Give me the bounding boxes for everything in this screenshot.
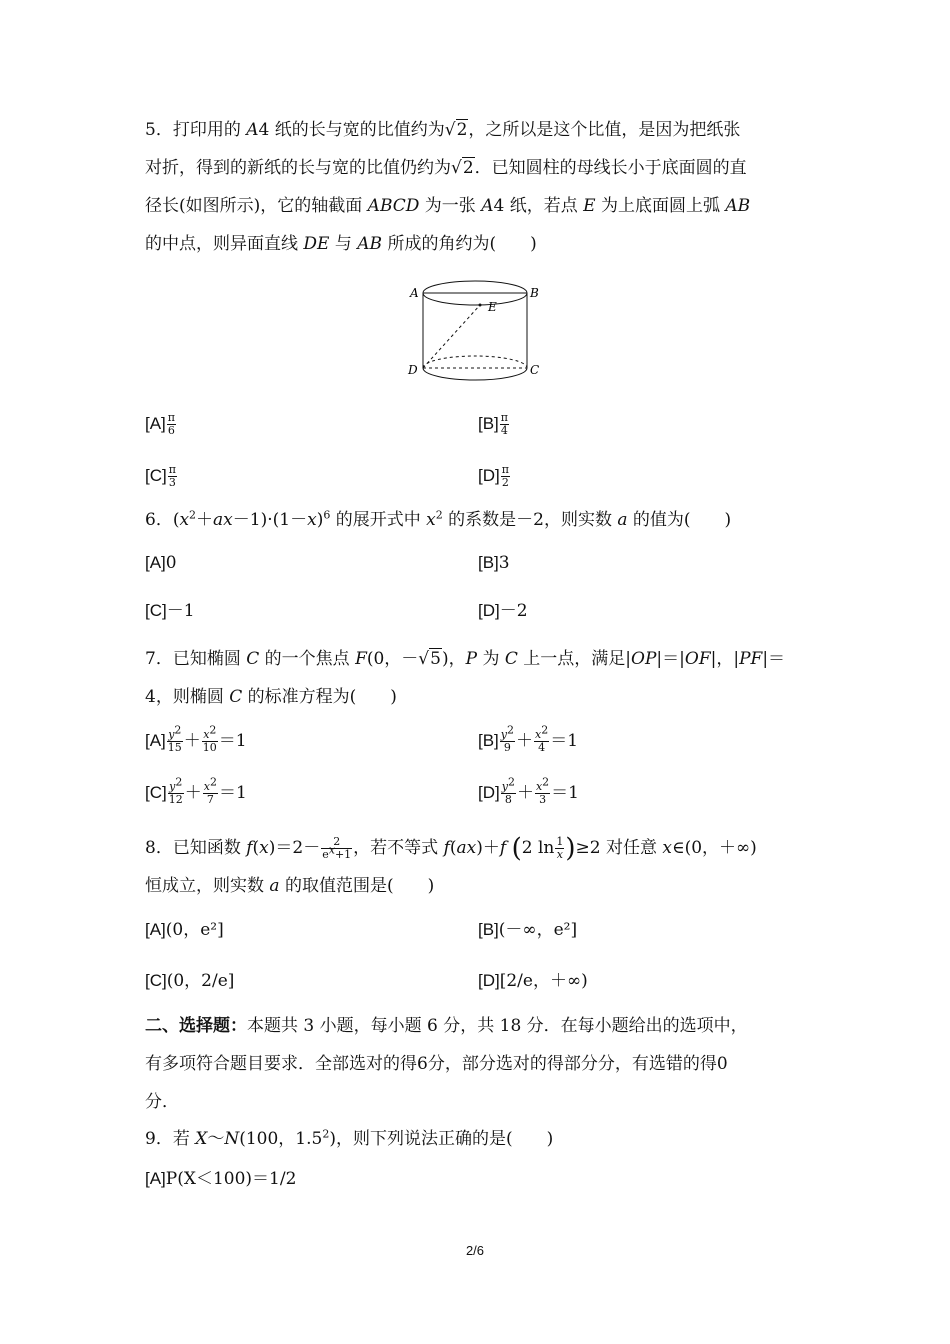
section2-line-2: 有多项符合题目要求．全部选对的得6分，部分选对的得部分分，有选错的得0 bbox=[145, 1054, 728, 1074]
q8-option-c[interactable]: [C](0，2/e] bbox=[145, 971, 235, 991]
q9-option-a[interactable]: [A]P(X＜100)＝1/2 bbox=[145, 1169, 297, 1189]
q5-line-2: 对折，得到的新纸的长与宽的比值仍约为√2．已知圆柱的母线长小于底面圆的直 bbox=[145, 158, 747, 178]
q7-option-d[interactable]: [D] $\frac{y^2}{8}$ ＋ $\frac{x^2}{3}$ ＝1 bbox=[478, 775, 579, 806]
cylinder-figure bbox=[400, 280, 550, 385]
q8-option-d[interactable]: [D][2/e，＋∞) bbox=[478, 971, 588, 991]
q7-option-c[interactable]: [C] $\frac{y^2}{12}$ ＋ $\frac{x^2}{7}$ ＝1 bbox=[145, 775, 247, 806]
q5-line-3: 径长(如图所示)，它的轴截面 ABCD 为一张 A4 纸，若点 E 为上底面圆上弧 AB bbox=[145, 196, 751, 216]
q6-stem: 6．$(x^2+ax-1)\cdot(1-x)^6$ 的展开式中 $x^2$ 的系数是－2，则实数 a 的值为( ) bbox=[145, 508, 732, 530]
label-e: E bbox=[488, 300, 497, 314]
label-b: B bbox=[530, 286, 539, 300]
q8-option-a[interactable]: [A](0，e²] bbox=[145, 920, 224, 940]
section2-line-1: 二、选择题：本题共 3 小题，每小题 6 分，共 18 分．在每小题给出的选项中， bbox=[145, 1016, 748, 1036]
q8-line-1: 8．已知函数 f(x)＝2－ $\frac{2}{e^x+1}$ ，若不等式 f(ax)＋f (2 ln $\frac{1}{x}$ )≥2 对任意 x∈(0，＋∞) bbox=[145, 833, 757, 864]
q6-option-b[interactable]: [B]3 bbox=[478, 553, 510, 573]
q5-line-4: 的中点，则异面直线 DE 与 AB 所成的角约为( ) bbox=[145, 234, 537, 254]
q5-option-a[interactable]: [A] $\frac{\pi}{6}$ bbox=[145, 411, 176, 437]
label-c: C bbox=[530, 363, 540, 377]
q5-option-c[interactable]: [C] $\frac{\pi}{3}$ bbox=[145, 463, 176, 489]
q8-line-2: 恒成立，则实数 a 的取值范围是( ) bbox=[145, 876, 435, 896]
page-number: 2/6 bbox=[465, 1243, 485, 1258]
q7-option-b[interactable]: [B] $\frac{y^2}{9}$ ＋ $\frac{x^2}{4}$ ＝1 bbox=[478, 723, 579, 754]
label-d: D bbox=[408, 363, 418, 377]
q7-line-1: 7．已知椭圆 C 的一个焦点 F(0，－√5)，P 为 C 上一点，满足|OP|＝|OF|，|PF|＝ bbox=[145, 649, 786, 669]
q5-option-d[interactable]: [D] $\frac{\pi}{2}$ bbox=[478, 463, 509, 489]
section2-line-3: 分． bbox=[145, 1092, 179, 1112]
label-a: A bbox=[410, 286, 419, 300]
q5-option-b[interactable]: [B] $\frac{\pi}{4}$ bbox=[478, 411, 509, 437]
q5-line-1: 5．打印用的 A4 纸的长与宽的比值约为√2，之所以是这个比值，是因为把纸张 bbox=[145, 120, 741, 140]
q9-stem: 9．若 X～N(100，$1.5^2$)，则下列说法正确的是( ) bbox=[145, 1127, 554, 1149]
q8-option-b[interactable]: [B](－∞，e²] bbox=[478, 920, 578, 940]
q6-option-d[interactable]: [D]－2 bbox=[478, 601, 528, 621]
q7-line-2: 4，则椭圆 C 的标准方程为( ) bbox=[145, 687, 397, 707]
q6-option-c[interactable]: [C]－1 bbox=[145, 601, 195, 621]
q6-option-a[interactable]: [A]0 bbox=[145, 553, 177, 573]
q7-option-a[interactable]: [A] $\frac{y^2}{15}$ ＋ $\frac{x^2}{10}$ ＝1 bbox=[145, 723, 247, 754]
